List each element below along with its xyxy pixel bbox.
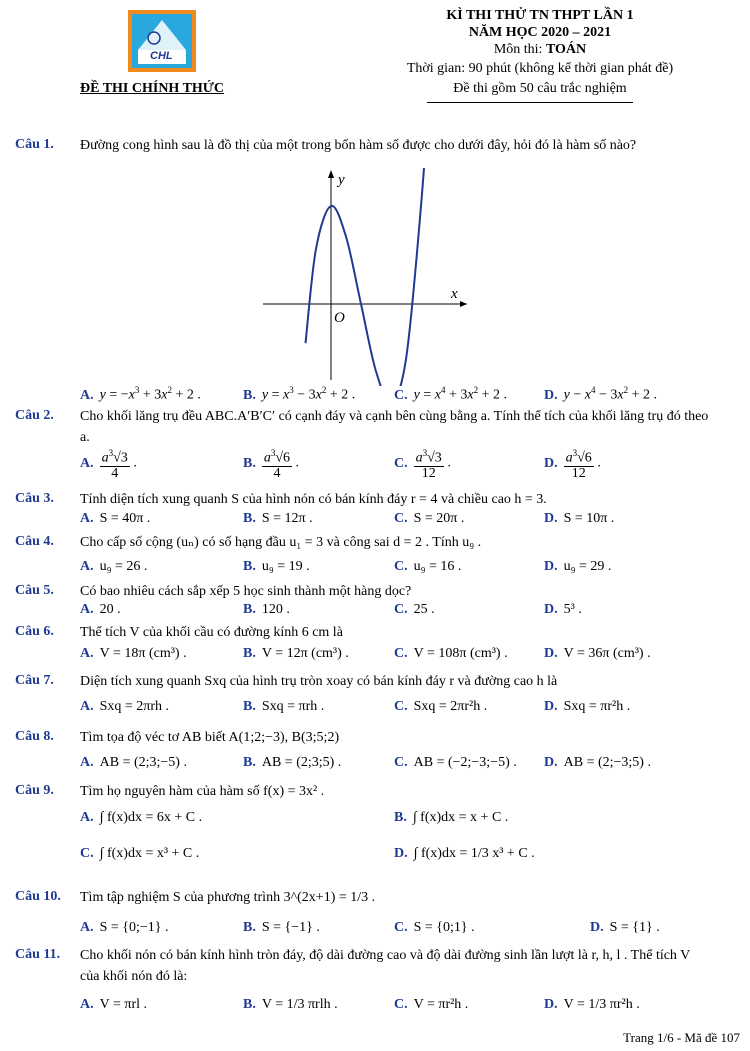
q6-option-c[interactable]: C. V = 108π (cm³) .	[394, 646, 508, 661]
q2-option-d[interactable]: D. $\frac{a^3√6}{12}$ .	[544, 448, 601, 481]
logo-text: CHL	[150, 50, 173, 62]
cubic-graph	[255, 168, 475, 386]
q1-option-c[interactable]: C. $y = x^4 + 3x^2 + 2$ .	[394, 385, 507, 403]
subject-prefix: Môn thi:	[493, 42, 546, 57]
q6-option-b[interactable]: B. V = 12π (cm³) .	[243, 646, 349, 661]
y-axis-label: y	[338, 172, 345, 188]
q7-option-b[interactable]: B. Sxq = πrh .	[243, 699, 325, 714]
exam-title: KÌ THI THỬ TN THPT LẦN 1	[446, 8, 634, 23]
q9-option-b[interactable]: B. ∫ f(x)dx = x + C .	[394, 810, 509, 825]
q3-option-c[interactable]: C. S = 20π .	[394, 511, 465, 526]
q2-option-a[interactable]: A. $\frac{a^3√3}{4}$ .	[80, 448, 137, 481]
q3-text: Tính diện tích xung quanh S của hình nón có bán kính đáy r = 4 và chiều cao h = 3.	[80, 492, 547, 507]
q1-option-a-text: y	[99, 387, 106, 403]
q5-option-b[interactable]: B. 120 .	[243, 602, 290, 617]
q9-option-c[interactable]: C. ∫ f(x)dx = x³ + C .	[80, 846, 200, 861]
q7-option-d[interactable]: D. Sxq = πr²h .	[544, 699, 631, 714]
q10-option-d[interactable]: D. S = {1} .	[590, 920, 660, 935]
q5-label: Câu 5.	[15, 583, 54, 598]
q11-option-c[interactable]: C. V = πr²h .	[394, 997, 469, 1012]
q4-option-d[interactable]: D. u₉ = 29 .	[544, 559, 612, 574]
q6-label: Câu 6.	[15, 624, 54, 639]
q10-option-a[interactable]: A. S = {0;−1} .	[80, 920, 169, 935]
exam-time: Thời gian: 90 phút (không kể thời gian phát đề)	[406, 61, 674, 76]
q9-text: Tìm họ nguyên hàm của hàm số f(x) = 3x² .	[80, 784, 325, 799]
q11-option-b[interactable]: B. V = 1/3 πrlh .	[243, 997, 338, 1012]
official-label: ĐỀ THI CHÍNH THỨC	[80, 81, 225, 96]
cubic-curve	[306, 168, 432, 386]
q11-option-a[interactable]: A. V = πrl .	[80, 997, 147, 1012]
q7-text: Diện tích xung quanh Sxq của hình trụ tròn xoay có bán kính đáy r và đường cao h là	[80, 674, 558, 689]
q1-option-b[interactable]: B. $y = x^3 - 3x^2 + 2$ .	[243, 385, 356, 403]
q11-label: Câu 11.	[15, 947, 61, 962]
page-footer: Trang 1/6 - Mã đề 107	[623, 1030, 740, 1045]
q4-label: Câu 4.	[15, 534, 54, 549]
q6-option-d[interactable]: D. V = 36π (cm³) .	[544, 646, 651, 661]
q1-option-a-key: A.	[80, 387, 94, 403]
x-axis-label: x	[451, 286, 458, 302]
q1-option-a[interactable]: A. $y = -x^3 + 3x^2 + 2$ .	[80, 385, 201, 403]
q8-option-a[interactable]: A. AB = (2;3;−5) .	[80, 755, 187, 770]
school-year: NĂM HỌC 2020 – 2021	[468, 25, 612, 40]
q5-option-c[interactable]: C. 25 .	[394, 602, 435, 617]
q10-option-c[interactable]: C. S = {0;1} .	[394, 920, 475, 935]
q4-option-a[interactable]: A. u₉ = 26 .	[80, 559, 148, 574]
q5-option-a[interactable]: A. 20 .	[80, 602, 121, 617]
school-logo	[128, 10, 196, 72]
q7-option-a[interactable]: A. Sxq = 2πrh .	[80, 699, 170, 714]
q6-option-a[interactable]: A. V = 18π (cm³) .	[80, 646, 187, 661]
q2-label: Câu 2.	[15, 408, 54, 423]
q9-option-a[interactable]: A. ∫ f(x)dx = 6x + C .	[80, 810, 203, 825]
q1-text: Đường cong hình sau là đồ thị của một trong bốn hàm số được cho dưới đây, hỏi đó là hàm số nào?	[80, 138, 637, 153]
header-divider	[427, 102, 633, 103]
q10-text: Tìm tập nghiệm S của phương trình 3^(2x+1) = 1/3 .	[80, 890, 376, 905]
q6-text: Thể tích V của khối cầu có đường kính 6 cm là	[80, 625, 343, 640]
q11-option-d[interactable]: D. V = 1/3 πr²h .	[544, 997, 640, 1012]
q8-option-b[interactable]: B. AB = (2;3;5) .	[243, 755, 342, 770]
q5-option-d[interactable]: D. 5³ .	[544, 602, 582, 617]
q2-option-c[interactable]: C. $\frac{a^3√3}{12}$ .	[394, 448, 451, 481]
q3-label: Câu 3.	[15, 491, 54, 506]
q1-option-b-key: B.	[243, 387, 256, 403]
subject-name: TOÁN	[545, 42, 587, 57]
y-axis-arrow	[328, 170, 334, 178]
q4-text: Cho cấp số cộng (uₙ) có số hạng đầu u₁ = 3 và công sai d = 2 . Tính u₉ .	[80, 535, 482, 550]
x-axis-arrow	[460, 301, 467, 307]
q8-text: Tìm tọa độ véc tơ AB biết A(1;2;−3), B(3;5;2)	[80, 730, 340, 745]
q1-label: Câu 1.	[15, 137, 54, 152]
q8-option-d[interactable]: D. AB = (2;−3;5) .	[544, 755, 651, 770]
q1-option-d[interactable]: D. $y - x^4 - 3x^2 + 2$ .	[544, 385, 657, 403]
q9-label: Câu 9.	[15, 783, 54, 798]
q11-text: Cho khối nón có bán kính hình tròn đáy, độ dài đường cao và độ dài đường sinh lần lượt là r, h, l . Thể tích V của khối nón đó là:	[80, 948, 691, 984]
q2-option-b[interactable]: B. $\frac{a^3√6}{4}$ .	[243, 448, 300, 481]
origin-label: O	[334, 310, 345, 326]
q7-option-c[interactable]: C. Sxq = 2πr²h .	[394, 699, 488, 714]
q8-label: Câu 8.	[15, 729, 54, 744]
q4-option-c[interactable]: C. u₉ = 16 .	[394, 559, 462, 574]
q5-text: Có bao nhiêu cách sắp xếp 5 học sinh thành một hàng dọc?	[80, 584, 412, 599]
q3-option-d[interactable]: D. S = 10π .	[544, 511, 615, 526]
q3-option-b[interactable]: B. S = 12π .	[243, 511, 313, 526]
q4-option-b[interactable]: B. u₉ = 19 .	[243, 559, 310, 574]
q10-label: Câu 10.	[15, 889, 61, 904]
q10-option-b[interactable]: B. S = {−1} .	[243, 920, 320, 935]
subject-line	[380, 41, 700, 58]
q7-label: Câu 7.	[15, 673, 54, 688]
q1-option-c-key: C.	[394, 387, 408, 403]
question-count: Đề thi gồm 50 câu trắc nghiệm	[453, 81, 627, 96]
q8-option-c[interactable]: C. AB = (−2;−3;−5) .	[394, 755, 517, 770]
q1-option-d-key: D.	[544, 387, 558, 403]
q3-option-a[interactable]: A. S = 40π .	[80, 511, 151, 526]
q2-text: Cho khối lăng trụ đều ABC.A′B′C′ có cạnh đáy và cạnh bên cùng bằng a. Tính thể tích của khối lăng trụ đó theo a.	[80, 409, 709, 445]
q9-option-d[interactable]: D. ∫ f(x)dx = 1/3 x³ + C .	[394, 846, 535, 861]
